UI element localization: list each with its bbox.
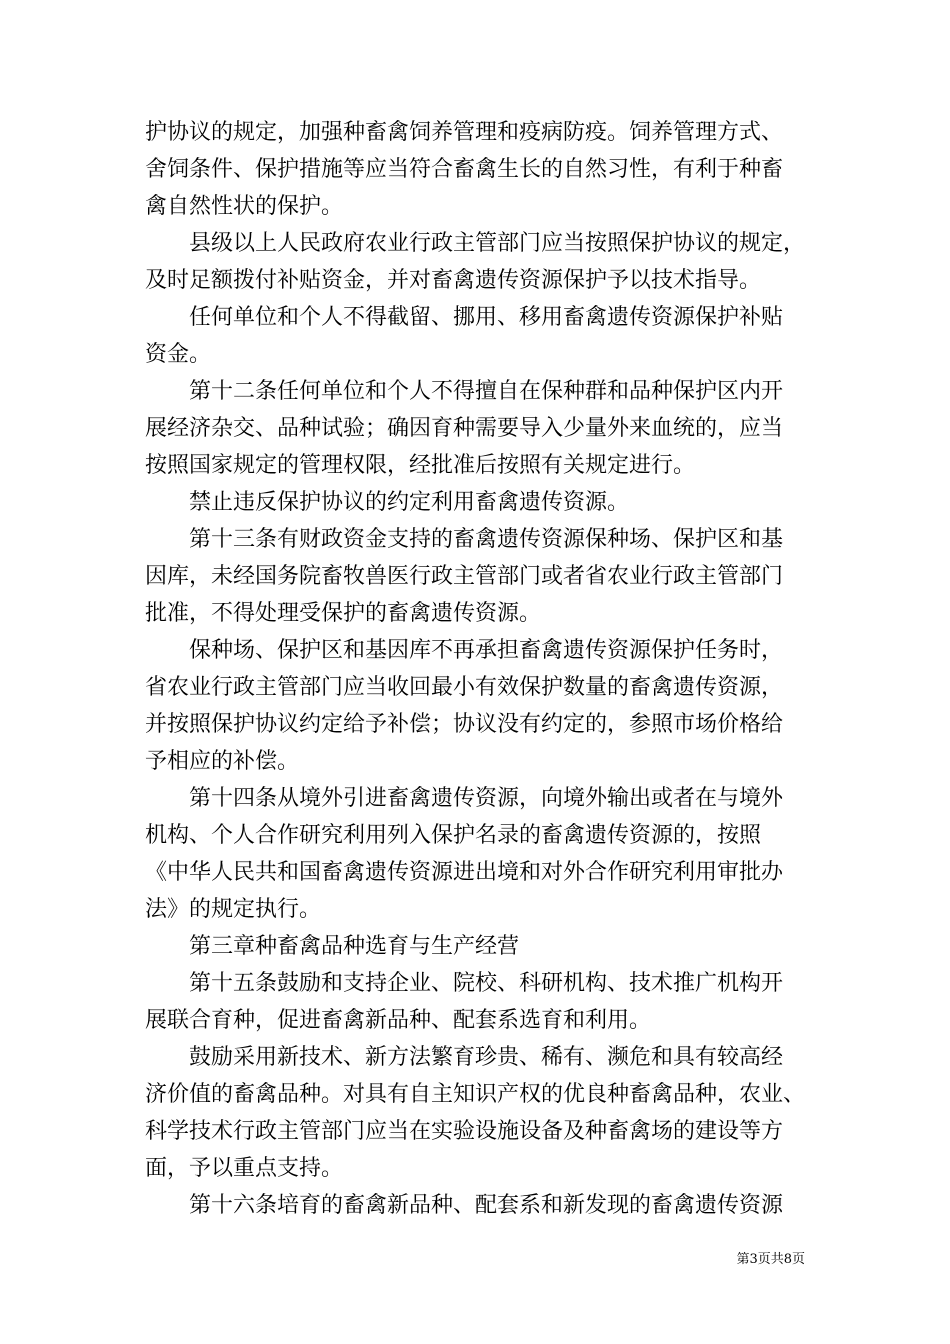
text-line: 第十四条从境外引进畜禽遗传资源，向境外输出或者在与境外: [189, 786, 784, 811]
text-line: 第十五条鼓励和支持企业、院校、科研机构、技术推广机构开: [189, 971, 784, 996]
text-line: 第十二条任何单位和个人不得擅自在保种群和品种保护区内开: [189, 379, 784, 404]
text-line: 第十六条培育的畜禽新品种、配套系和新发现的畜禽遗传资源: [189, 1193, 784, 1218]
text-line: 鼓励采用新技术、新方法繁育珍贵、稀有、濒危和具有较高经: [189, 1045, 784, 1070]
text-line: 第三章种畜禽品种选育与生产经营: [189, 934, 520, 959]
text-line: 展经济杂交、品种试验；确因育种需要导入少量外来血统的，应当: [145, 416, 784, 441]
text-line: 资金。: [145, 342, 212, 367]
text-line: 舍饲条件、保护措施等应当符合畜禽生长的自然习性，有利于种畜: [145, 157, 784, 182]
text-line: 省农业行政主管部门应当收回最小有效保护数量的畜禽遗传资源，: [145, 675, 784, 700]
text-line: 法》的规定执行。: [145, 897, 322, 922]
text-line: 禽自然性状的保护。: [145, 194, 344, 219]
text-line: 机构、个人合作研究利用列入保护名录的畜禽遗传资源的，按照: [145, 823, 762, 848]
text-line: 予相应的补偿。: [145, 749, 300, 774]
text-line: 济价值的畜禽品种。对具有自主知识产权的优良种畜禽品种，农业、: [145, 1082, 806, 1107]
text-line: 面，予以重点支持。: [145, 1156, 344, 1181]
text-line: 展联合育种，促进畜禽新品种、配套系选育和利用。: [145, 1008, 652, 1033]
text-line: 及时足额拨付补贴资金，并对畜禽遗传资源保护予以技术指导。: [145, 268, 762, 293]
document-body: [145, 114, 807, 1224]
text-line: 县级以上人民政府农业行政主管部门应当按照保护协议的规定，: [189, 231, 806, 256]
text-line: 任何单位和个人不得截留、挪用、移用畜禽遗传资源保护补贴: [189, 305, 784, 330]
text-line: 第十三条有财政资金支持的畜禽遗传资源保种场、保护区和基: [189, 527, 784, 552]
text-line: 《中华人民共和国畜禽遗传资源进出境和对外合作研究利用审批办: [145, 860, 784, 885]
text-line: 禁止违反保护协议的约定利用畜禽遗传资源。: [189, 490, 630, 515]
text-line: 并按照保护协议约定给予补偿；协议没有约定的，参照市场价格给: [145, 712, 784, 737]
text-line: 科学技术行政主管部门应当在实验设施设备及种畜禽场的建设等方: [145, 1119, 784, 1144]
text-line: 护协议的规定，加强种畜禽饲养管理和疫病防疫。饲养管理方式、: [145, 120, 784, 145]
page-number: 第3页共8页: [736, 1252, 805, 1267]
text-line: 因库，未经国务院畜牧兽医行政主管部门或者省农业行政主管部门: [145, 564, 784, 589]
text-line: 按照国家规定的管理权限，经批准后按照有关规定进行。: [145, 453, 696, 478]
text-line: 批准，不得处理受保护的畜禽遗传资源。: [145, 601, 542, 626]
text-line: 保种场、保护区和基因库不再承担畜禽遗传资源保护任务时，: [189, 638, 784, 663]
